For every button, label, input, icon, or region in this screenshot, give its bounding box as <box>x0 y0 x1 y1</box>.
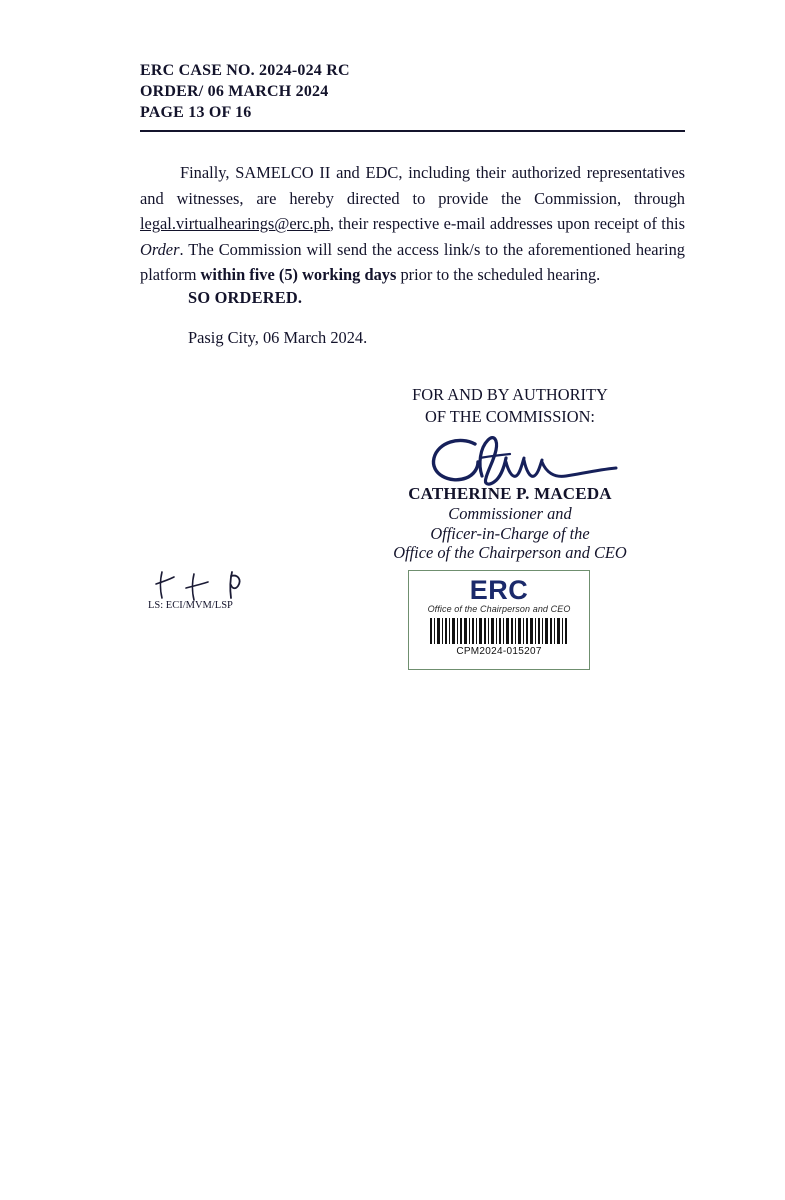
within-five-days-bold: within five (5) working days <box>200 265 397 285</box>
stamp-title: ERC <box>469 575 529 605</box>
stamp-subtitle: Office of the Chairperson and CEO <box>427 604 571 614</box>
header-page-number: PAGE 13 OF 16 <box>140 104 252 121</box>
ls-initials-text: LS: ECI/MVM/LSP <box>148 600 233 611</box>
email-link[interactable]: legal.virtualhearings@erc.ph <box>140 214 330 234</box>
so-ordered-text: SO ORDERED. <box>188 288 303 307</box>
signer-title-line-1: Commissioner and <box>448 504 572 523</box>
header-divider <box>140 130 685 132</box>
barcode-icon <box>429 618 569 644</box>
paragraph-text-part3: . The Commission will send the access link/s to the aforementioned hearing platform <box>140 239 685 285</box>
document-header <box>140 60 685 123</box>
authority-line-1: FOR AND BY AUTHORITY <box>412 385 608 404</box>
signature-icon <box>420 432 640 492</box>
header-case-number: ERC CASE NO. 2024-024 RC <box>140 62 350 79</box>
order-italic: Order <box>140 239 180 259</box>
body-paragraph <box>140 160 685 288</box>
signer-title-line-2: Officer-in-Charge of the <box>430 523 590 543</box>
reviewer-initials-block <box>148 568 268 618</box>
signer-title-line-3: Office of the Chairperson and CEO <box>393 543 627 562</box>
header-order-date: ORDER/ 06 MARCH 2024 <box>140 83 329 100</box>
place-date-text: Pasig City, 06 March 2024. <box>188 328 368 347</box>
erc-stamp <box>408 570 590 670</box>
stamp-code: CPM2024-015207 <box>456 646 542 657</box>
signer-name: CATHERINE P. MACEDA <box>408 484 612 503</box>
paragraph-text-part1: Finally, SAMELCO II and EDC, including their authorized representatives and witnesses, are hereby directed to provide the Commission, through <box>140 163 685 208</box>
paragraph-text-part4: prior to the scheduled hearing. <box>396 265 601 285</box>
paragraph-text-part2: , their respective e-mail addresses upon receipt of this <box>329 214 685 234</box>
authority-block <box>345 384 675 428</box>
authority-line-2: OF THE COMMISSION: <box>424 407 595 426</box>
signer-titles <box>325 504 695 563</box>
